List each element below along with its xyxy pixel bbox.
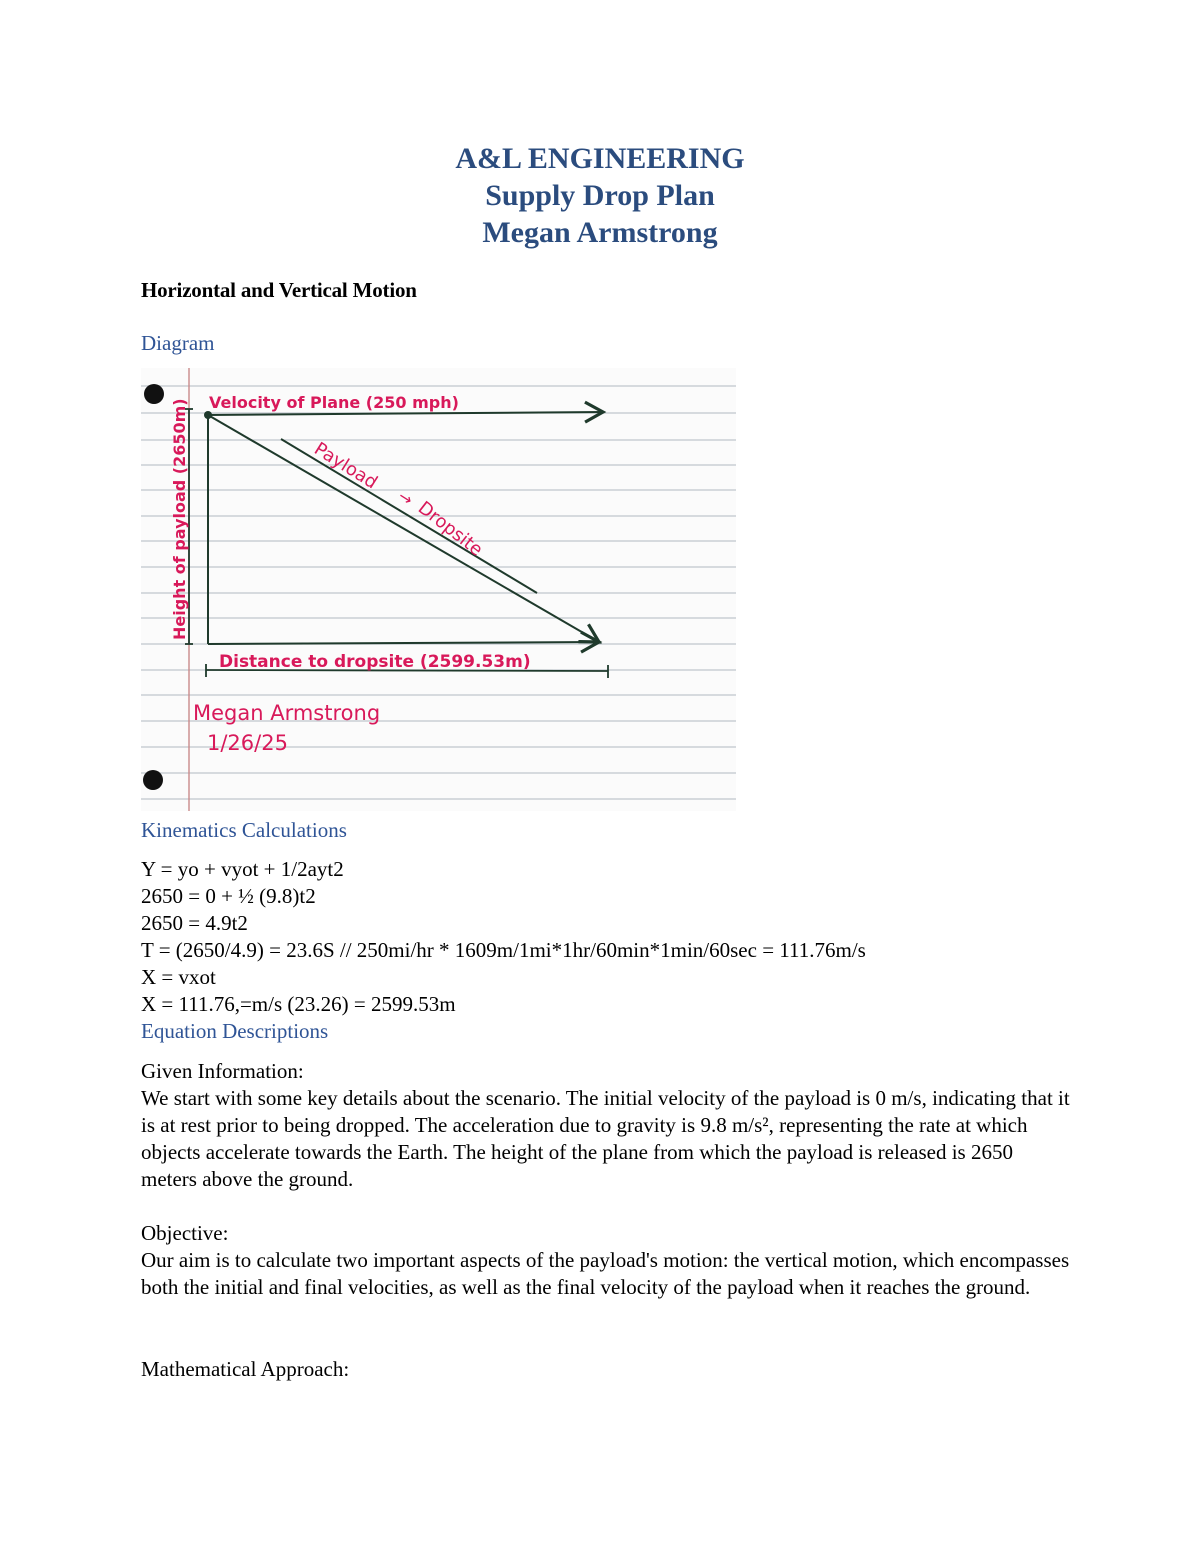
equation-descriptions-heading: Equation Descriptions bbox=[141, 1019, 329, 1043]
equation-line: X = vxot bbox=[141, 965, 216, 989]
approach-label: Mathematical Approach: bbox=[141, 1357, 350, 1381]
arrow-glyph-icon: → bbox=[394, 486, 417, 510]
height-label: Height of payload (2650m) bbox=[170, 398, 189, 640]
company-title: A&L ENGINEERING bbox=[455, 142, 745, 175]
given-information-paragraph bbox=[141, 1058, 1071, 1193]
equation-line: 2650 = 0 + ½ (9.8)t2 bbox=[141, 884, 316, 908]
signature-date: 1/26/25 bbox=[207, 731, 288, 755]
kinematics-equations bbox=[141, 856, 866, 1018]
binder-hole-icon bbox=[144, 384, 164, 404]
given-text: We start with some key details about the scenario. The initial velocity of the payload is 0 m/s, indicating that it is at rest prior to being dropped. The acceleration due to gravity is 9.8 m/s², representing the rate at which objects accelerate towards the Earth. The height of the plane from which the payload is released is 2650 meters above the ground. bbox=[141, 1086, 1070, 1191]
plan-title: Supply Drop Plan bbox=[485, 179, 715, 212]
distance-label: Distance to dropsite (2599.53m) bbox=[219, 652, 531, 672]
payload-label: Payload bbox=[310, 438, 382, 494]
equation-line: T = (2650/4.9) = 23.6S // 250mi/hr * 1609m/1mi*1hr/60min*1min/60sec = 111.76m/s bbox=[141, 938, 866, 962]
velocity-label: Velocity of Plane (250 mph) bbox=[209, 393, 459, 412]
dropsite-label: Dropsite bbox=[413, 497, 487, 561]
author-title: Megan Armstrong bbox=[482, 216, 718, 249]
equation-line: X = 111.76,=m/s (23.26) = 2599.53m bbox=[141, 992, 456, 1016]
kinematics-heading: Kinematics Calculations bbox=[141, 818, 347, 842]
diagram-photo bbox=[141, 368, 736, 811]
signature-name: Megan Armstrong bbox=[193, 701, 381, 725]
document-title-block bbox=[0, 140, 1200, 251]
motion-triangle bbox=[207, 412, 603, 644]
given-label: Given Information: bbox=[141, 1059, 304, 1083]
objective-label: Objective: bbox=[141, 1221, 229, 1245]
diagram-heading: Diagram bbox=[141, 331, 215, 355]
equation-line: Y = yo + vyot + 1/2ayt2 bbox=[141, 857, 344, 881]
objective-paragraph bbox=[141, 1220, 1071, 1301]
equation-line: 2650 = 4.9t2 bbox=[141, 911, 248, 935]
binder-hole-icon bbox=[143, 770, 163, 790]
section-heading: Horizontal and Vertical Motion bbox=[141, 278, 417, 302]
mathematical-approach-paragraph bbox=[141, 1356, 1071, 1383]
objective-text: Our aim is to calculate two important aspects of the payload's motion: the vertical motion, which encompasses both the initial and final velocities, as well as the final velocity of the payload when it reaches the ground. bbox=[141, 1248, 1070, 1299]
diagram-svg bbox=[141, 368, 736, 811]
